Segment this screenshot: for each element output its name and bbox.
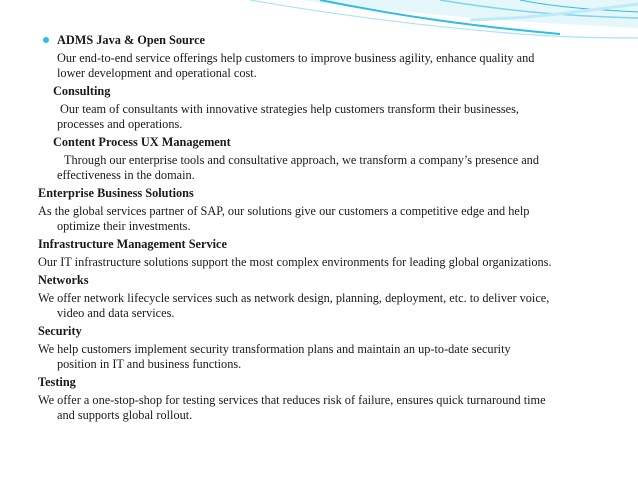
bullet-icon	[43, 37, 49, 43]
section-body-line: We offer network lifecycle services such as network design, planning, deployment, etc. to deliver voice,	[38, 291, 550, 305]
section-body-line: processes and operations.	[57, 117, 183, 131]
section-body-line: optimize their investments.	[57, 219, 191, 233]
section-heading-infrastructure: Infrastructure Management Service	[38, 237, 227, 251]
section-body-line: Our IT infrastructure solutions support the most complex environments for leading global organizations.	[38, 255, 552, 269]
section-body-line: and supports global rollout.	[57, 408, 193, 422]
section-body-line: We help customers implement security transformation plans and maintain an up-to-date security	[38, 342, 511, 356]
section-heading-adms: ADMS Java & Open Source	[57, 33, 206, 47]
section-body-line: Our team of consultants with innovative strategies help customers transform their businesses,	[60, 102, 519, 116]
section-heading-testing: Testing	[38, 375, 76, 389]
section-heading-content-process: Content Process UX Management	[53, 135, 231, 149]
section-body-line: video and data services.	[57, 306, 175, 320]
section-heading-consulting: Consulting	[53, 84, 111, 98]
section-body-line: As the global services partner of SAP, our solutions give our customers a competitive edge and help	[38, 204, 530, 218]
section-body-line: We offer a one-stop-shop for testing services that reduces risk of failure, ensures quick turnaround time	[38, 393, 546, 407]
section-body-line: lower development and operational cost.	[57, 66, 257, 80]
section-heading-enterprise: Enterprise Business Solutions	[38, 186, 194, 200]
section-body-line: Our end-to-end service offerings help customers to improve business agility, enhance quality and	[57, 51, 535, 65]
section-body-line: position in IT and business functions.	[57, 357, 242, 371]
section-body-line: effectiveness in the domain.	[57, 168, 195, 182]
section-heading-security: Security	[38, 324, 82, 338]
section-body-line: Through our enterprise tools and consultative approach, we transform a company’s presence and	[64, 153, 539, 167]
section-heading-networks: Networks	[38, 273, 89, 287]
